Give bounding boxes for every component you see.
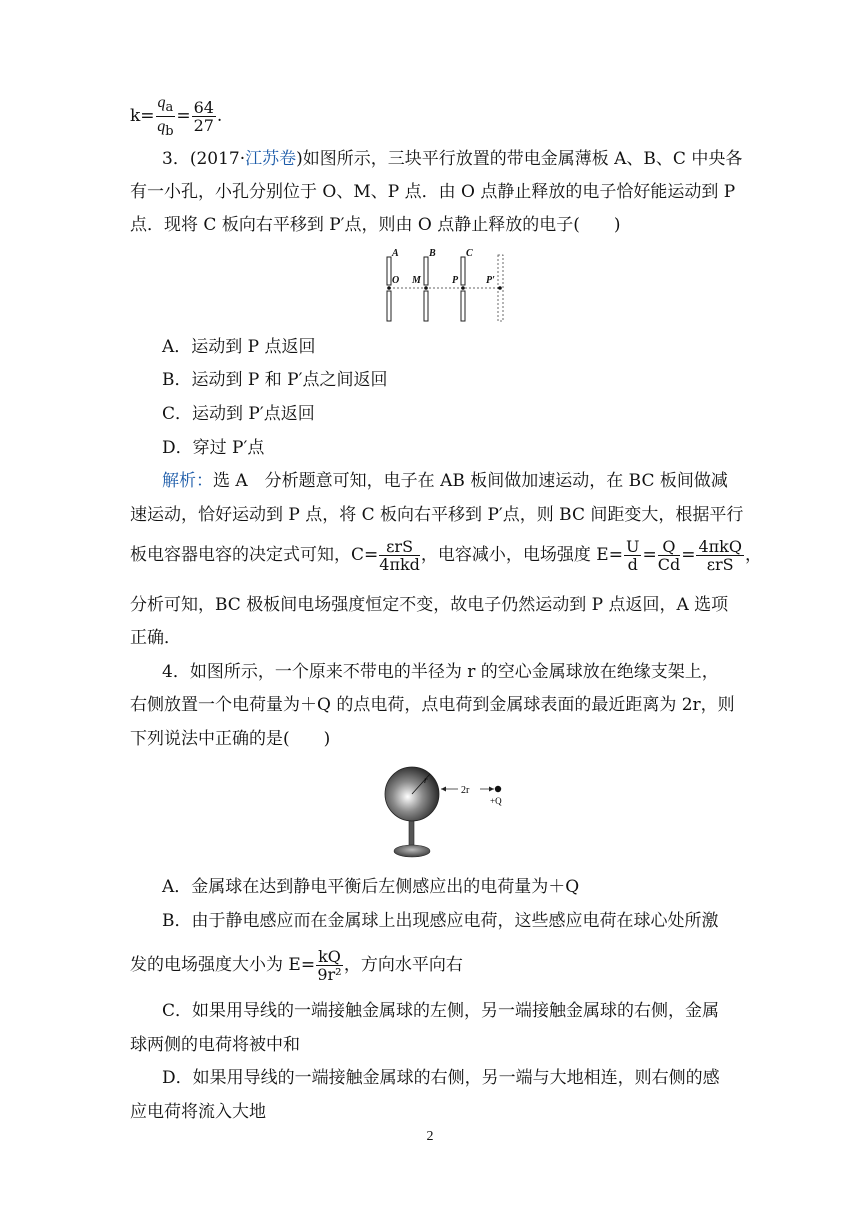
q4-sphere-figure bbox=[380, 760, 520, 860]
q3-option-a: A．运动到 P 点返回 bbox=[162, 337, 316, 357]
q3-answer-line4: 分析可知，BC 极板间电场强度恒定不变，故电子仍然运动到 P 点返回，A 选项 bbox=[130, 595, 729, 615]
charge-label: +Q bbox=[490, 796, 502, 806]
q4-option-b-line2: 发的电场强度大小为 E= $\frac{kQ}{\text{9r²}}$ ，方向水平向右 bbox=[130, 947, 463, 984]
field-fraction-2: $\frac{Q}{Cd}$ bbox=[657, 537, 681, 574]
q3-answer-line3: 板电容器电容的决定式可知，C= $\frac{\text{εrS}}{\text{4πkd}}$ ，电容减小，电场强度 E= $\frac{U}{d}$ = $\frac{Q}{Cd}$ = $\frac{\text{4πkQ}}{\text{εrS}}$ ， bbox=[130, 537, 762, 574]
q3-answer-line2: 速运动，恰好运动到 P 点，将 C 板向右平移到 P′点，则 BC 间距变大，根据平行 bbox=[130, 505, 744, 525]
q3-answer-line1: 解析：选 A 分析题意可知，电子在 AB 板间做加速运动，在 BC 板间做减 bbox=[162, 471, 728, 491]
plate-b-top bbox=[424, 257, 428, 285]
k-fraction: $\frac{q_a}{q_b}$ bbox=[157, 94, 174, 140]
point-charge bbox=[495, 786, 501, 792]
q3-plates-figure bbox=[380, 247, 520, 323]
label-a: A bbox=[392, 248, 399, 259]
field-fraction-1: $\frac{U}{d}$ bbox=[625, 537, 640, 574]
q4-line3: 下列说法中正确的是( ) bbox=[130, 729, 331, 749]
option-b-fraction: $\frac{kQ}{\text{9r²}}$ bbox=[317, 947, 342, 984]
q4-line1: 4．如图所示，一个原来不带电的半径为 r 的空心金属球放在绝缘支架上， bbox=[162, 662, 719, 682]
q4-option-b-line1: B．由于静电感应而在金属球上出现感应电荷，这些感应电荷在球心处所激 bbox=[162, 911, 719, 931]
answer-label: 解析： bbox=[162, 471, 213, 491]
label-b: B bbox=[429, 248, 436, 259]
q4-option-d-line1: D．如果用导线的一端接触金属球的右侧，另一端与大地相连，则右侧的感 bbox=[162, 1068, 720, 1088]
radius-label: r bbox=[424, 775, 428, 785]
plate-b-bottom bbox=[424, 291, 428, 321]
label-p: P bbox=[452, 275, 459, 286]
q4-option-c-line1: C．如果用导线的一端接触金属球的左侧，另一端接触金属球的右侧，金属 bbox=[162, 1001, 720, 1021]
q3-option-d: D．穿过 P′点 bbox=[162, 438, 265, 458]
q3-line1: 3．(2017·江苏卷)如图所示，三块平行放置的带电金属薄板 A、B、C 中央各 bbox=[162, 149, 743, 169]
plate-c-bottom bbox=[461, 291, 465, 321]
q4-option-c-line2: 球两侧的电荷将被中和 bbox=[130, 1035, 300, 1055]
k-value-fraction: $\frac{64}{27}$ bbox=[193, 98, 214, 136]
q3-line3: 点．现将 C 板向右平移到 P′点，则由 O 点静止释放的电子( ) bbox=[130, 215, 621, 235]
field-fraction-3: $\frac{\text{4πkQ}}{\text{εrS}}$ bbox=[698, 537, 742, 574]
q3-answer-line5: 正确． bbox=[130, 628, 181, 648]
capacitance-fraction: $\frac{\text{εrS}}{\text{4πkd}}$ bbox=[379, 537, 420, 574]
k-equation: k= $\frac{q_a}{q_b}$ = $\frac{64}{27}$ . bbox=[130, 94, 223, 140]
q3-source: 江苏卷 bbox=[245, 149, 297, 169]
q4-line2: 右侧放置一个电荷量为＋Q 的点电荷，点电荷到金属球表面的最近距离为 2r，则 bbox=[130, 695, 735, 715]
k-lhs: k= bbox=[130, 106, 155, 127]
label-p-prime: P′ bbox=[486, 275, 495, 286]
label-c: C bbox=[466, 248, 473, 259]
stand-base bbox=[394, 845, 430, 857]
plate-a-top bbox=[387, 257, 391, 285]
plate-a-bottom bbox=[387, 291, 391, 321]
label-o: O bbox=[392, 275, 400, 286]
q4-option-a: A．金属球在达到静电平衡后左侧感应出的电荷量为＋Q bbox=[162, 877, 580, 897]
plate-c-top bbox=[461, 257, 465, 285]
page-number: 2 bbox=[426, 1129, 434, 1144]
label-m: M bbox=[412, 275, 421, 286]
q3-option-c: C．运动到 P′点返回 bbox=[162, 404, 315, 424]
q3-line2: 有一小孔，小孔分别位于 O、M、P 点．由 O 点静止释放的电子恰好能运动到 P bbox=[130, 182, 736, 202]
q4-option-d-line2: 应电荷将流入大地 bbox=[130, 1102, 266, 1122]
q3-option-b: B．运动到 P 和 P′点之间返回 bbox=[162, 370, 388, 390]
distance-label: 2r bbox=[461, 785, 470, 796]
